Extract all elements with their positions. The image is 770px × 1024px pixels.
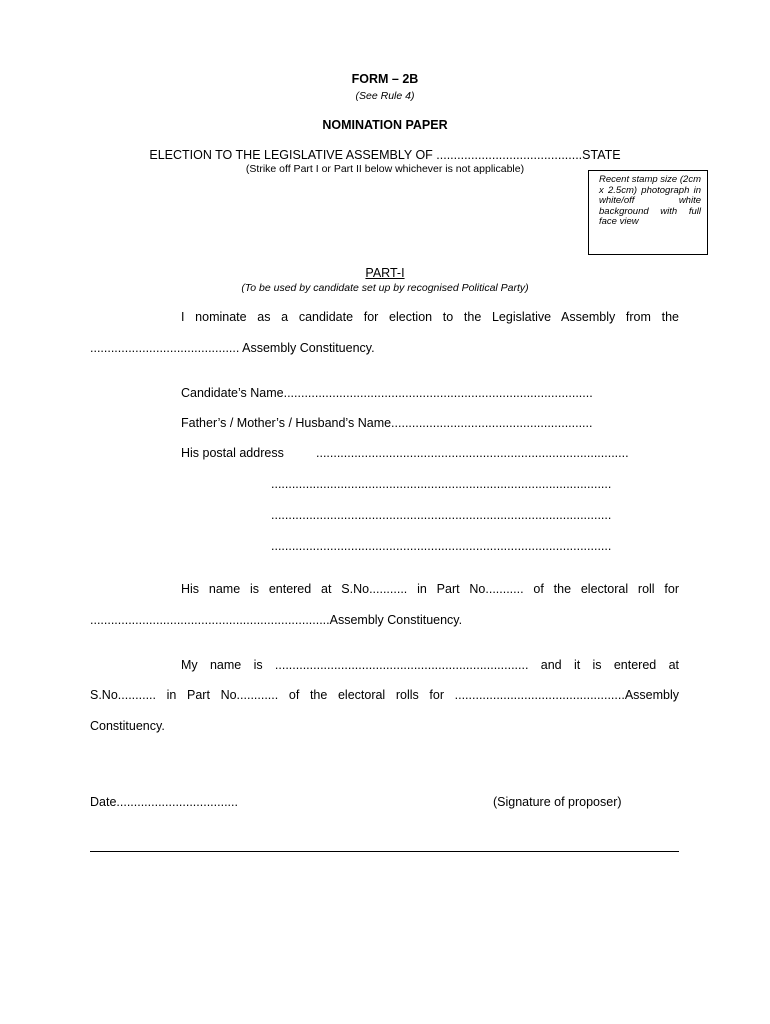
date-field: Date................................... <box>90 795 238 809</box>
postal-address-line-4: .................................................................................................. <box>271 539 612 553</box>
electoral-roll-line-1: His name is entered at S.No........... in Part No........... of the electoral roll for <box>181 582 679 596</box>
postal-address-label: His postal address <box>181 446 284 460</box>
section-divider <box>90 851 679 852</box>
part-one-title: PART-I <box>365 266 405 280</box>
photograph-instructions: Recent stamp size (2cm x 2.5cm) photograph in white/off white background with full face view <box>599 174 701 228</box>
nominate-line-1: I nominate as a candidate for election to the Legislative Assembly from the <box>181 310 679 324</box>
candidate-name-field: Candidate’s Name......................................................................................... <box>181 386 593 400</box>
photograph-box <box>588 170 708 255</box>
strike-off-note: (Strike off Part I or Part II below whichever is not applicable) <box>245 163 525 175</box>
postal-address-line-3: .................................................................................................. <box>271 508 612 522</box>
proposer-signature-label: (Signature of proposer) <box>493 795 622 809</box>
nominate-line-2: ........................................... Assembly Constituency. <box>90 341 375 355</box>
relative-name-field: Father’s / Mother’s / Husband’s Name.......................................................... <box>181 416 593 430</box>
rule-reference: (See Rule 4) <box>355 90 415 102</box>
postal-address-line-2: .................................................................................................. <box>271 477 612 491</box>
document-title: NOMINATION PAPER <box>322 118 448 132</box>
postal-address-line-1: .......................................................................................... <box>316 446 629 460</box>
proposer-name-line-2: S.No........... in Part No............ of the electoral rolls for .................................................Assembly <box>90 688 679 702</box>
form-title: FORM – 2B <box>351 72 419 86</box>
part-one-subtitle: (To be used by candidate set up by recognised Political Party) <box>241 282 529 294</box>
proposer-name-line-3: Constituency. <box>90 719 165 733</box>
election-line: ELECTION TO THE LEGISLATIVE ASSEMBLY OF ..........................................STATE <box>149 148 621 162</box>
electoral-roll-line-2: .....................................................................Assembly Constituency. <box>90 613 463 627</box>
proposer-name-line-1: My name is ......................................................................... and it is entered at <box>181 658 679 672</box>
